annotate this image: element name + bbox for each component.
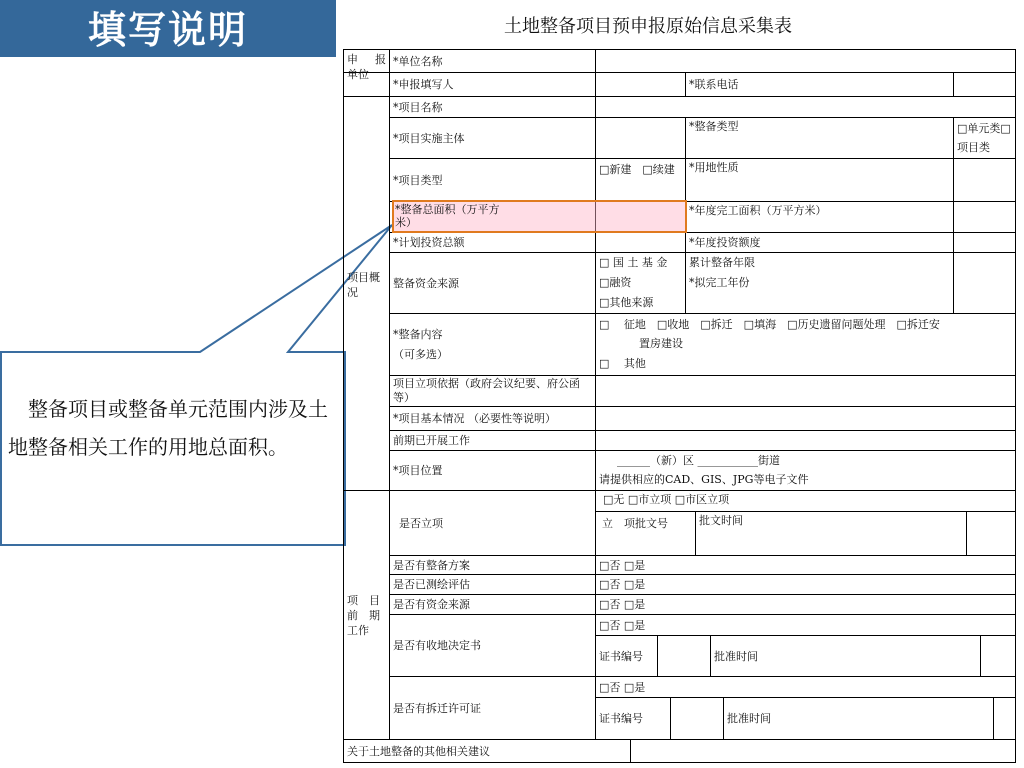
- content-options-other[interactable]: □ 其他: [599, 357, 646, 370]
- form-title: 土地整备项目预申报原始信息采集表: [504, 16, 792, 37]
- label-basis: 项目立项依据（政府会议纪要、府公函等）: [393, 377, 580, 404]
- label-demolition-time: 批准时间: [727, 712, 771, 725]
- label-project-type: *项目类型: [393, 173, 443, 187]
- input-other-suggestions[interactable]: [631, 740, 1015, 762]
- input-demolition-time[interactable]: [994, 698, 1015, 739]
- label-has-survey: 是否已测绘评估: [393, 578, 470, 591]
- label-has-funds: 是否有资金来源: [393, 598, 470, 611]
- label-content: *整备内容: [393, 328, 443, 341]
- approved-options[interactable]: □无 □市立项 □市区立项: [603, 493, 730, 506]
- label-total-area: *整备总面积（万平方米）: [395, 203, 500, 229]
- input-acquisition-time[interactable]: [981, 636, 1015, 676]
- label-prior-work: 前期已开展工作: [393, 434, 470, 447]
- input-prior-work[interactable]: [596, 431, 1015, 450]
- label-project-name: *项目名称: [393, 100, 443, 114]
- label-unit-name: *单位名称: [393, 54, 443, 68]
- input-basic-info[interactable]: [596, 407, 1015, 430]
- input-years[interactable]: [954, 254, 1015, 313]
- label-approval-time: 批文时间: [699, 514, 743, 527]
- label-acquisition-time: 批准时间: [714, 649, 758, 663]
- input-demolition-cert-no[interactable]: [671, 698, 723, 739]
- label-consolidation-type: *整备类型: [689, 120, 739, 133]
- label-has-plan: 是否有整备方案: [393, 558, 470, 572]
- label-approved: 是否立项: [399, 516, 443, 530]
- label-fund-source: 整备资金来源: [393, 276, 459, 290]
- input-land-use[interactable]: [954, 159, 1015, 201]
- has-demolition-options[interactable]: □否 □是: [599, 680, 646, 694]
- callout-text: 整备项目或整备单元范围内涉及土地整备相关工作的用地总面积。: [8, 397, 328, 459]
- input-approval-time[interactable]: [967, 512, 1015, 555]
- has-funds-options[interactable]: □否 □是: [599, 598, 646, 611]
- label-land-use: *用地性质: [689, 161, 739, 174]
- has-survey-options[interactable]: □否 □是: [599, 578, 646, 591]
- label-demolition-cert-no: 证书编号: [599, 712, 643, 725]
- input-basis[interactable]: [596, 376, 1015, 406]
- label-filler: *申报填写人: [393, 78, 454, 91]
- label-cumulative-years: 累计整备年限: [689, 256, 755, 269]
- label-annual-invest: *年度投资额度: [689, 236, 761, 249]
- location-note: 请提供相应的CAD、GIS、JPG等电子文件: [599, 473, 809, 486]
- has-plan-options[interactable]: □否 □是: [599, 558, 646, 572]
- slide-title: 填写说明: [87, 8, 248, 52]
- input-project-name[interactable]: [596, 97, 1015, 117]
- label-phone: *联系电话: [689, 78, 739, 91]
- label-has-demolition: 是否有拆迁许可证: [393, 701, 481, 715]
- input-planned-invest[interactable]: [596, 233, 685, 252]
- label-content-note: （可多选）: [393, 348, 448, 361]
- project-type-options[interactable]: □新建 □续建: [599, 163, 675, 176]
- input-total-area[interactable]: [596, 202, 685, 232]
- content-options-line1[interactable]: □ 征地 □收地 □拆迁 □填海 □历史遗留问题处理 □拆迁安: [599, 318, 940, 331]
- label-other-suggestions: 关于土地整备的其他相关建议: [347, 744, 490, 758]
- label-planned-invest: *计划投资总额: [393, 236, 465, 249]
- input-unit-name[interactable]: [596, 50, 1015, 72]
- input-annual-invest[interactable]: [954, 233, 1015, 252]
- input-implementer[interactable]: [596, 118, 685, 158]
- input-location[interactable]: ______（新）区 ___________街道: [617, 454, 780, 467]
- label-implementer: *项目实施主体: [393, 131, 465, 145]
- input-filler[interactable]: [596, 73, 685, 96]
- label-completion-year: *拟完工年份: [689, 276, 750, 289]
- section-applicant: 申 报单位: [347, 53, 386, 81]
- has-acquisition-options[interactable]: □否 □是: [599, 618, 646, 632]
- section-overview: 项目概况: [347, 271, 380, 299]
- section-early-work: 项 目前 期工作: [347, 593, 380, 637]
- input-acquisition-cert-no[interactable]: [658, 636, 710, 676]
- content-options-line2: 置房建设: [639, 337, 683, 350]
- input-phone[interactable]: [954, 73, 1015, 96]
- label-annual-area: *年度完工面积（万平方米）: [689, 204, 827, 217]
- label-location: *项目位置: [393, 464, 443, 477]
- input-annual-area[interactable]: [954, 202, 1015, 232]
- label-approval-no: 立 项批文号: [602, 517, 668, 530]
- consolidation-type-options[interactable]: □单元类□项目类: [957, 122, 1011, 154]
- label-basic-info: *项目基本情况 （必要性等说明）: [393, 412, 556, 425]
- label-has-acquisition: 是否有收地决定书: [393, 639, 481, 652]
- fund-option-land-fund[interactable]: □ 国 土 基 金: [599, 256, 668, 269]
- fund-option-other[interactable]: □其他来源: [599, 296, 654, 309]
- label-acquisition-cert-no: 证书编号: [599, 649, 643, 663]
- fund-option-financing[interactable]: □融资: [599, 276, 632, 289]
